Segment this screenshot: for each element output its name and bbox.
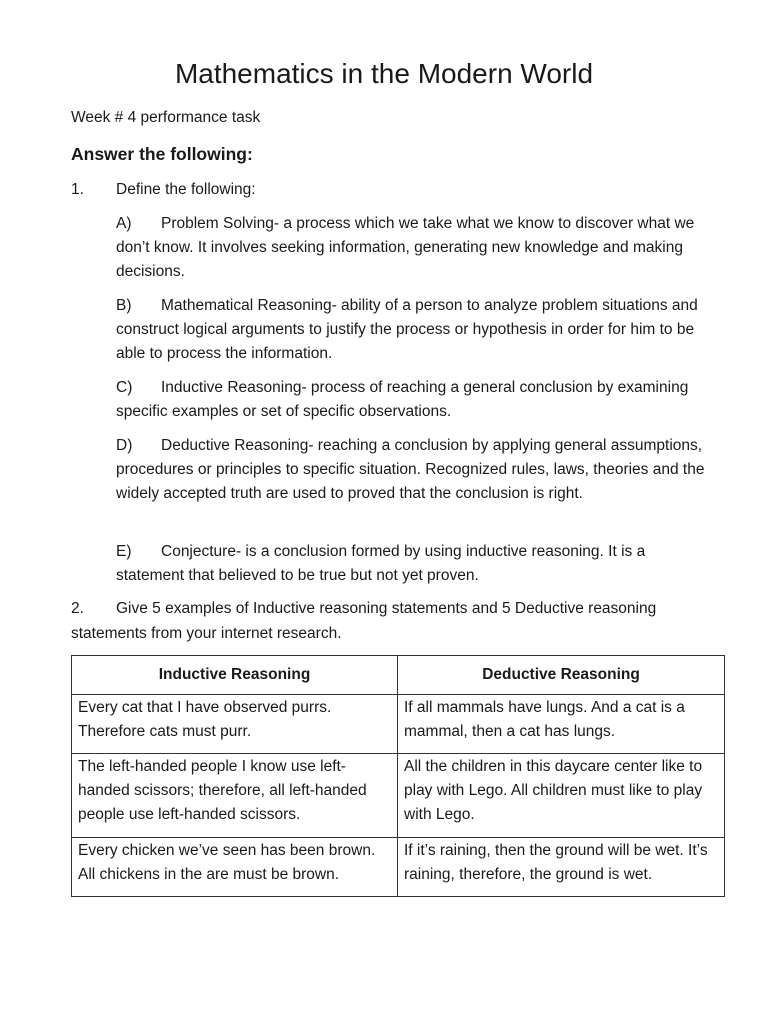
definition-text: Mathematical Reasoning- ability of a person to analyze problem situations and construct logical arguments to justify the process or hypothesis in order for him to be able to process the information. bbox=[116, 297, 698, 362]
definition-text: Conjecture- is a conclusion formed by using inductive reasoning. It is a statement that believed to be true but not yet proven. bbox=[116, 543, 646, 584]
definition-letter: A) bbox=[116, 215, 132, 232]
document-title: Mathematics in the Modern World bbox=[174, 58, 594, 89]
deductive-cell: All the children in this daycare center like to play with Lego. All children must like to play with Lego. bbox=[398, 754, 725, 838]
header-inductive: Inductive Reasoning bbox=[72, 656, 398, 695]
definition-letter: C) bbox=[116, 379, 133, 396]
question-2-text: Give 5 examples of Inductive reasoning statements and 5 Deductive reasoning statements from your internet research. bbox=[71, 600, 657, 642]
reasoning-table bbox=[71, 655, 725, 897]
deductive-cell: If all mammals have lungs. And a cat is a mammal, then a cat has lungs. bbox=[398, 695, 725, 754]
question-2 bbox=[71, 597, 711, 646]
deductive-cell: If it’s raining, then the ground will be wet. It’s raining, therefore, the ground is wet. bbox=[398, 838, 725, 897]
inductive-cell: Every chicken we’ve seen has been brown. All chickens in the are must be brown. bbox=[72, 838, 398, 897]
table-row bbox=[72, 838, 725, 897]
definition-letter: E) bbox=[116, 543, 132, 560]
document-subtitle: Week # 4 performance task bbox=[71, 109, 261, 126]
question-2-number: 2. bbox=[71, 600, 84, 617]
definition-b bbox=[116, 294, 716, 366]
definition-text: Problem Solving- a process which we take what we know to discover what we don’t know. It involves seeking information, generating new knowledge and making decisions. bbox=[116, 215, 695, 280]
definition-d bbox=[116, 434, 716, 506]
section-heading: Answer the following: bbox=[71, 144, 253, 164]
definition-c bbox=[116, 376, 716, 424]
inductive-cell: The left-handed people I know use left-handed scissors; therefore, all left-handed people use left-handed scissors. bbox=[72, 754, 398, 838]
question-1-text: Define the following: bbox=[116, 181, 256, 198]
definition-text: Inductive Reasoning- process of reaching a general conclusion by examining specific examples or set of specific observations. bbox=[116, 379, 689, 420]
question-1-number: 1. bbox=[71, 181, 84, 198]
header-deductive: Deductive Reasoning bbox=[398, 656, 725, 695]
definition-letter: D) bbox=[116, 437, 133, 454]
table-row bbox=[72, 754, 725, 838]
table-header-row bbox=[72, 656, 725, 695]
inductive-cell: Every cat that I have observed purrs. Therefore cats must purr. bbox=[72, 695, 398, 754]
definition-letter: B) bbox=[116, 297, 132, 314]
definition-a bbox=[116, 212, 716, 284]
definition-text: Deductive Reasoning- reaching a conclusion by applying general assumptions, procedures or principles to specific situation. Recognized rules, laws, theories and the widely accepted truth are used to proved that the conclusion is right. bbox=[116, 437, 705, 502]
table-row bbox=[72, 695, 725, 754]
definition-e bbox=[116, 540, 716, 588]
